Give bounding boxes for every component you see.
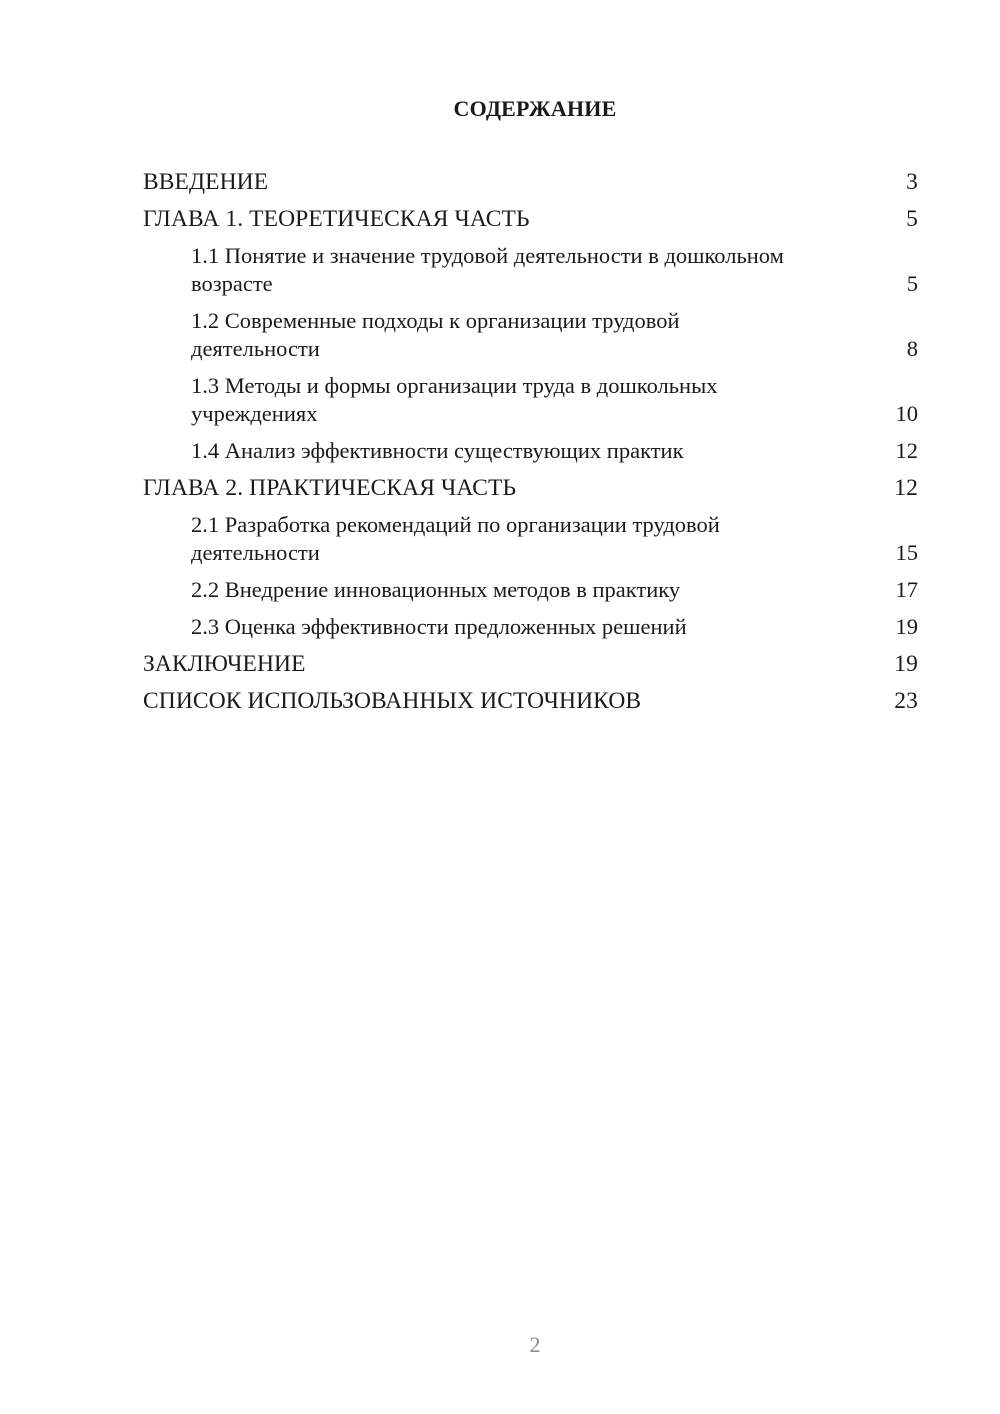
toc-entry-section-1-2[interactable] — [143, 307, 918, 363]
toc-entry-text: ГЛАВА 2. ПРАКТИЧЕСКАЯ ЧАСТЬ — [143, 475, 517, 501]
toc-entry-text: ВВЕДЕНИЕ — [143, 169, 269, 195]
toc-entry-references[interactable] — [143, 687, 918, 715]
toc-entry-text: 1.1 Понятие и значение трудовой деятельности в дошкольном возрасте — [191, 243, 784, 296]
toc-entry-text: 2.2 Внедрение инновационных методов в практику — [191, 577, 681, 602]
toc-entry-page: 19 — [894, 651, 918, 677]
toc-entry-page: 8 — [906, 336, 918, 361]
toc-entry-text: ЗАКЛЮЧЕНИЕ — [143, 651, 306, 677]
table-of-contents — [143, 168, 918, 724]
toc-entry-text: ГЛАВА 1. ТЕОРЕТИЧЕСКАЯ ЧАСТЬ — [143, 206, 530, 232]
toc-entry-page: 10 — [895, 401, 918, 426]
toc-entry-page: 12 — [894, 475, 918, 501]
page-number: 2 — [529, 1332, 541, 1357]
toc-entry-section-2-2[interactable] — [143, 576, 918, 604]
toc-entry-text: СПИСОК ИСПОЛЬЗОВАННЫХ ИСТОЧНИКОВ — [143, 688, 642, 714]
toc-entry-section-1-3[interactable] — [143, 372, 918, 428]
toc-entry-text: 1.3 Методы и формы организации труда в дошкольных учреждениях — [191, 373, 718, 426]
toc-entry-page: 3 — [906, 169, 918, 195]
toc-entry-section-1-4[interactable] — [143, 437, 918, 465]
toc-entry-page: 5 — [906, 206, 918, 232]
toc-entry-page: 19 — [895, 614, 918, 639]
toc-entry-page: 5 — [906, 271, 918, 296]
toc-entry-section-2-3[interactable] — [143, 613, 918, 641]
toc-entry-conclusion[interactable] — [143, 650, 918, 678]
toc-entry-page: 17 — [895, 577, 918, 602]
toc-entry-chapter-1[interactable] — [143, 205, 918, 233]
page-title: СОДЕРЖАНИЕ — [453, 96, 617, 121]
toc-entry-chapter-2[interactable] — [143, 474, 918, 502]
toc-entry-text: 2.3 Оценка эффективности предложенных решений — [191, 614, 687, 639]
toc-entry-page: 15 — [895, 540, 918, 565]
toc-entry-page: 12 — [895, 438, 918, 463]
toc-entry-text: 1.2 Современные подходы к организации трудовой деятельности — [191, 308, 680, 361]
toc-entry-section-1-1[interactable] — [143, 242, 918, 298]
toc-entry-page: 23 — [894, 688, 918, 714]
toc-entry-introduction[interactable] — [143, 168, 918, 196]
toc-entry-text: 2.1 Разработка рекомендаций по организации трудовой деятельности — [191, 512, 720, 565]
toc-entry-section-2-1[interactable] — [143, 511, 918, 567]
toc-entry-text: 1.4 Анализ эффективности существующих практик — [191, 438, 684, 463]
